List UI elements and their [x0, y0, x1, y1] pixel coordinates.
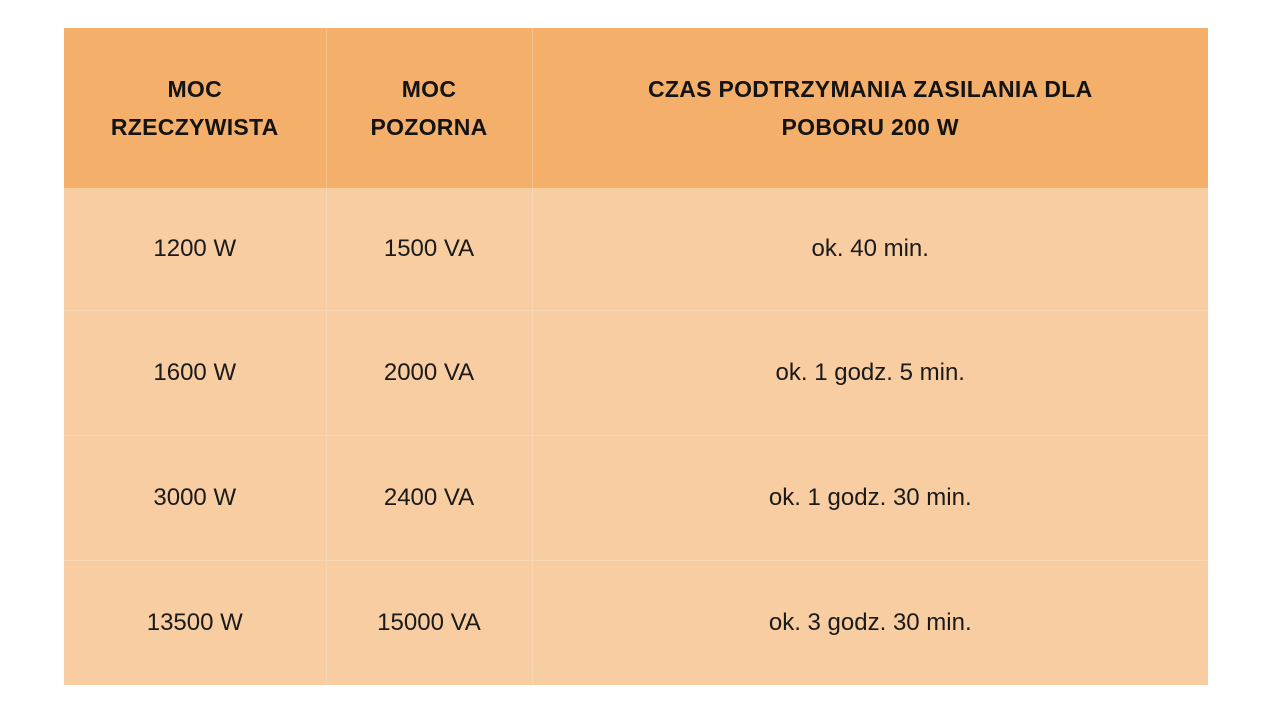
header-real-power-line-2: RZECZYWISTA — [110, 114, 279, 140]
cell-apparent-power: 15000 VA — [326, 561, 532, 686]
cell-real-power: 1200 W — [64, 188, 326, 311]
header-backup-time-line-1: CZAS PODTRZYMANIA ZASILANIA DLA — [647, 76, 1093, 102]
cell-real-power: 13500 W — [64, 561, 326, 686]
table-header — [64, 28, 1208, 188]
header-backup-time-line-2: POBORU 200 W — [781, 114, 959, 140]
table-row — [64, 188, 1208, 311]
header-row — [64, 28, 1208, 188]
cell-apparent-power: 1500 VA — [326, 188, 532, 311]
header-backup-time — [532, 28, 1208, 188]
header-real-power-line-1: MOC — [167, 76, 223, 102]
cell-backup-time: ok. 40 min. — [532, 188, 1208, 311]
header-apparent-power-line-2: POZORNA — [370, 114, 488, 140]
table-body — [64, 188, 1208, 685]
cell-backup-time: ok. 3 godz. 30 min. — [532, 561, 1208, 686]
header-apparent-power — [326, 28, 532, 188]
cell-real-power: 3000 W — [64, 436, 326, 561]
cell-backup-time: ok. 1 godz. 5 min. — [532, 311, 1208, 436]
table-row — [64, 436, 1208, 561]
table-row — [64, 561, 1208, 686]
cell-backup-time: ok. 1 godz. 30 min. — [532, 436, 1208, 561]
ups-comparison-table — [64, 28, 1208, 685]
header-real-power — [64, 28, 326, 188]
cell-real-power: 1600 W — [64, 311, 326, 436]
cell-apparent-power: 2000 VA — [326, 311, 532, 436]
cell-apparent-power: 2400 VA — [326, 436, 532, 561]
header-apparent-power-line-1: MOC — [401, 76, 457, 102]
table-row — [64, 311, 1208, 436]
